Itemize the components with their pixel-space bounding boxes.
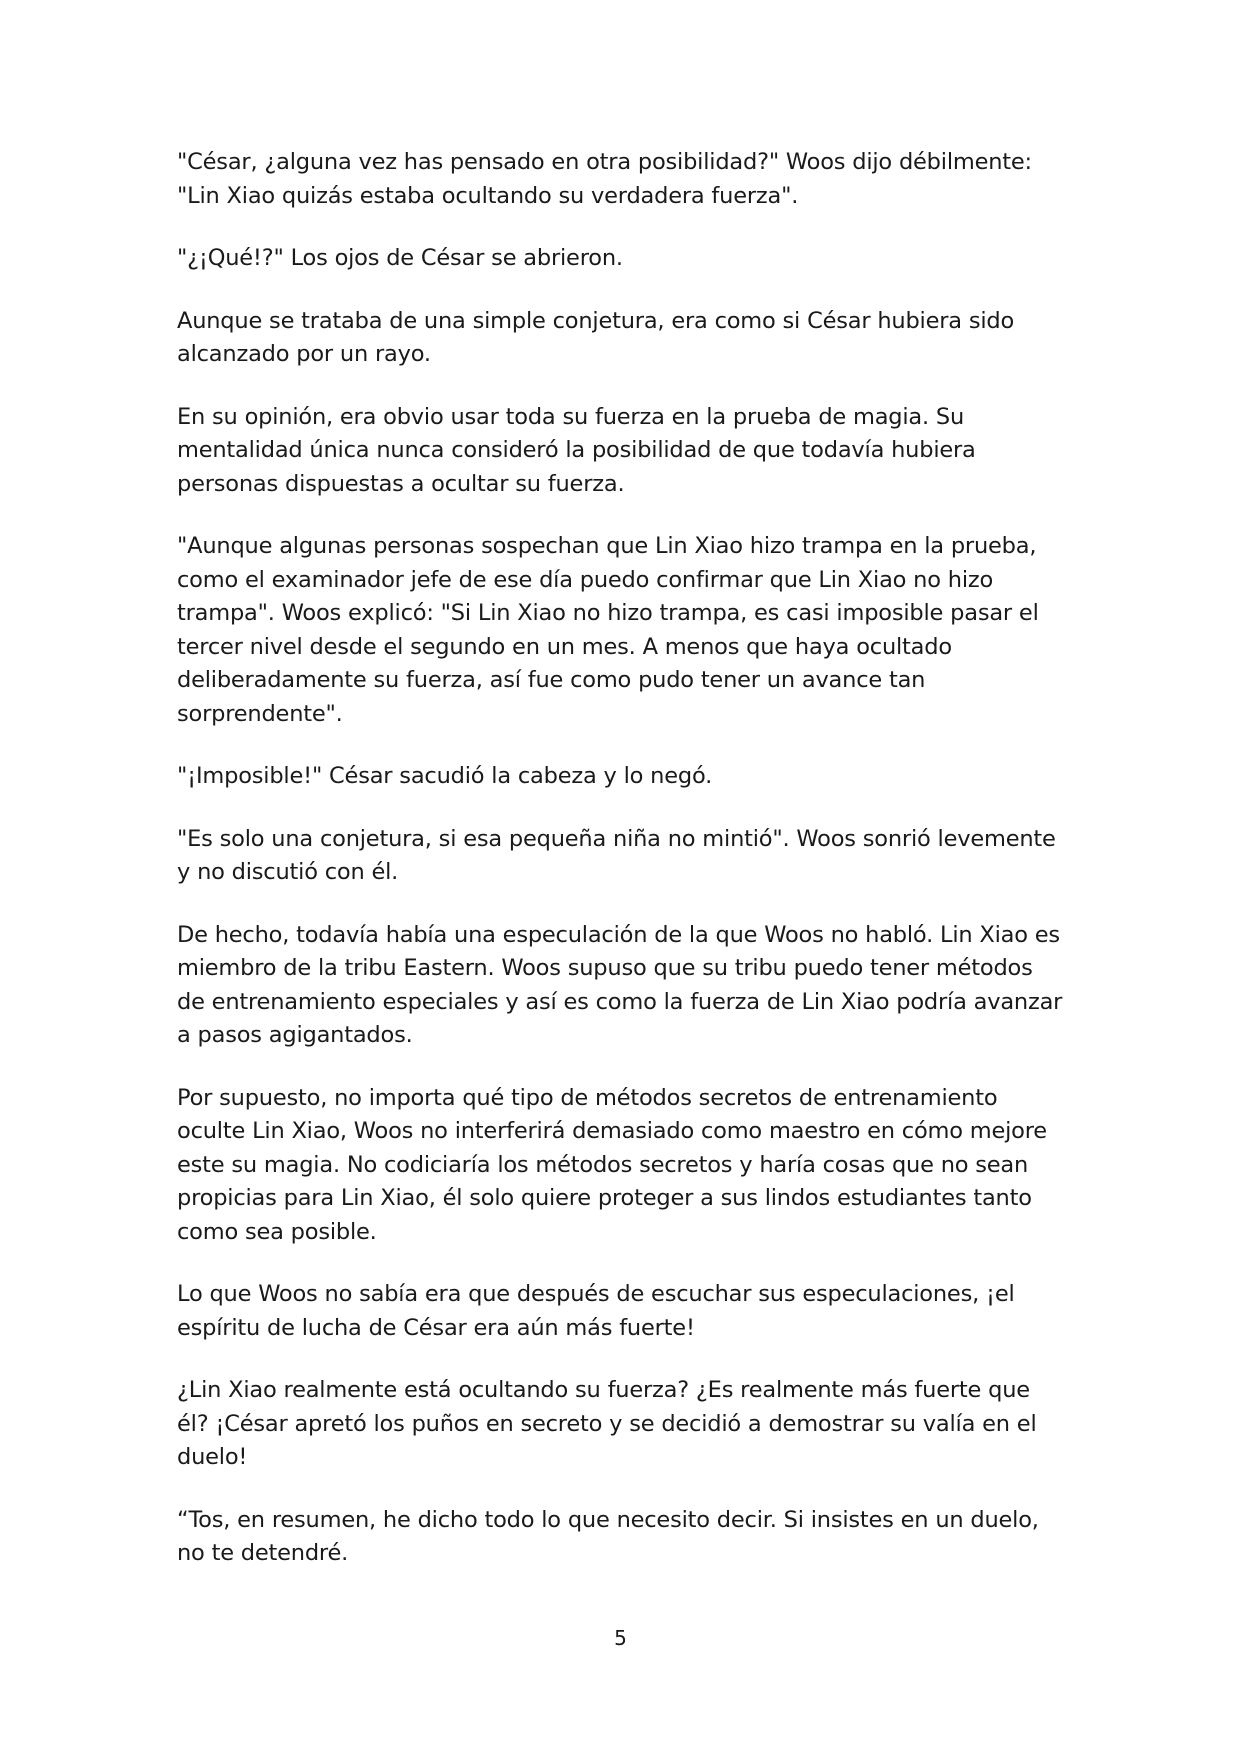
- paragraph-10: Lo que Woos no sabía era que después de escuchar sus especulaciones, ¡el espíritu de lucha de César era aún más fuerte!: [177, 1281, 1015, 1341]
- paragraph-8: De hecho, todavía había una especulación de la que Woos no habló. Lin Xiao es miembro de la tribu Eastern. Woos supuso que su tribu puedo tener métodos de entrenamiento especiales y así es como la fuerza de Lin Xiao podría avanzar a pasos agigantados.: [177, 921, 1063, 1048]
- paragraph-5: "Aunque algunas personas sospechan que Lin Xiao hizo trampa en la prueba, como el examinador jefe de ese día puedo confirmar que Lin Xiao no hizo trampa". Woos explicó: "Si Lin Xiao no hizo trampa, es casi imposible pasar el tercer nivel desde el segundo en un mes. A menos que haya ocultado deliberadamente su fuerza, así fue como pudo tener un avance tan sorprendente".: [177, 533, 1039, 727]
- paragraph-12: “Tos, en resumen, he dicho todo lo que necesito decir. Si insistes en un duelo, no te detendré.: [177, 1506, 1039, 1566]
- paragraph-7: "Es solo una conjetura, si esa pequeña niña no mintió". Woos sonrió levemente y no discutió con él.: [177, 825, 1056, 885]
- paragraph-4: En su opinión, era obvio usar toda su fuerza en la prueba de magia. Su mentalidad única nunca consideró la posibilidad de que todavía hubiera personas dispuestas a ocultar su fuerza.: [177, 403, 976, 497]
- page-number: 5: [614, 1626, 627, 1650]
- text-body: [177, 146, 1067, 1600]
- paragraph-6: "¡Imposible!" César sacudió la cabeza y lo negó.: [177, 763, 713, 789]
- paragraph-11: ¿Lin Xiao realmente está ocultando su fuerza? ¿Es realmente más fuerte que él? ¡César apretó los puños en secreto y se decidió a demostrar su valía en el duelo!: [177, 1377, 1037, 1470]
- paragraph-1: "César, ¿alguna vez has pensado en otra posibilidad?" Woos dijo débilmente: "Lin Xiao quizás estaba ocultando su verdadera fuerza".: [177, 149, 1032, 209]
- paragraph-2: "¿¡Qué!?" Los ojos de César se abrieron.: [177, 245, 623, 271]
- paragraph-3: Aunque se trataba de una simple conjetura, era como si César hubiera sido alcanzado por un rayo.: [177, 307, 1015, 367]
- paragraph-9: Por supuesto, no importa qué tipo de métodos secretos de entrenamiento oculte Lin Xiao, Woos no interferirá demasiado como maestro en cómo mejore este su magia. No codiciaría los métodos secretos y haría cosas que no sean propicias para Lin Xiao, él solo quiere proteger a sus lindos estudiantes tanto como sea posible.: [177, 1084, 1047, 1245]
